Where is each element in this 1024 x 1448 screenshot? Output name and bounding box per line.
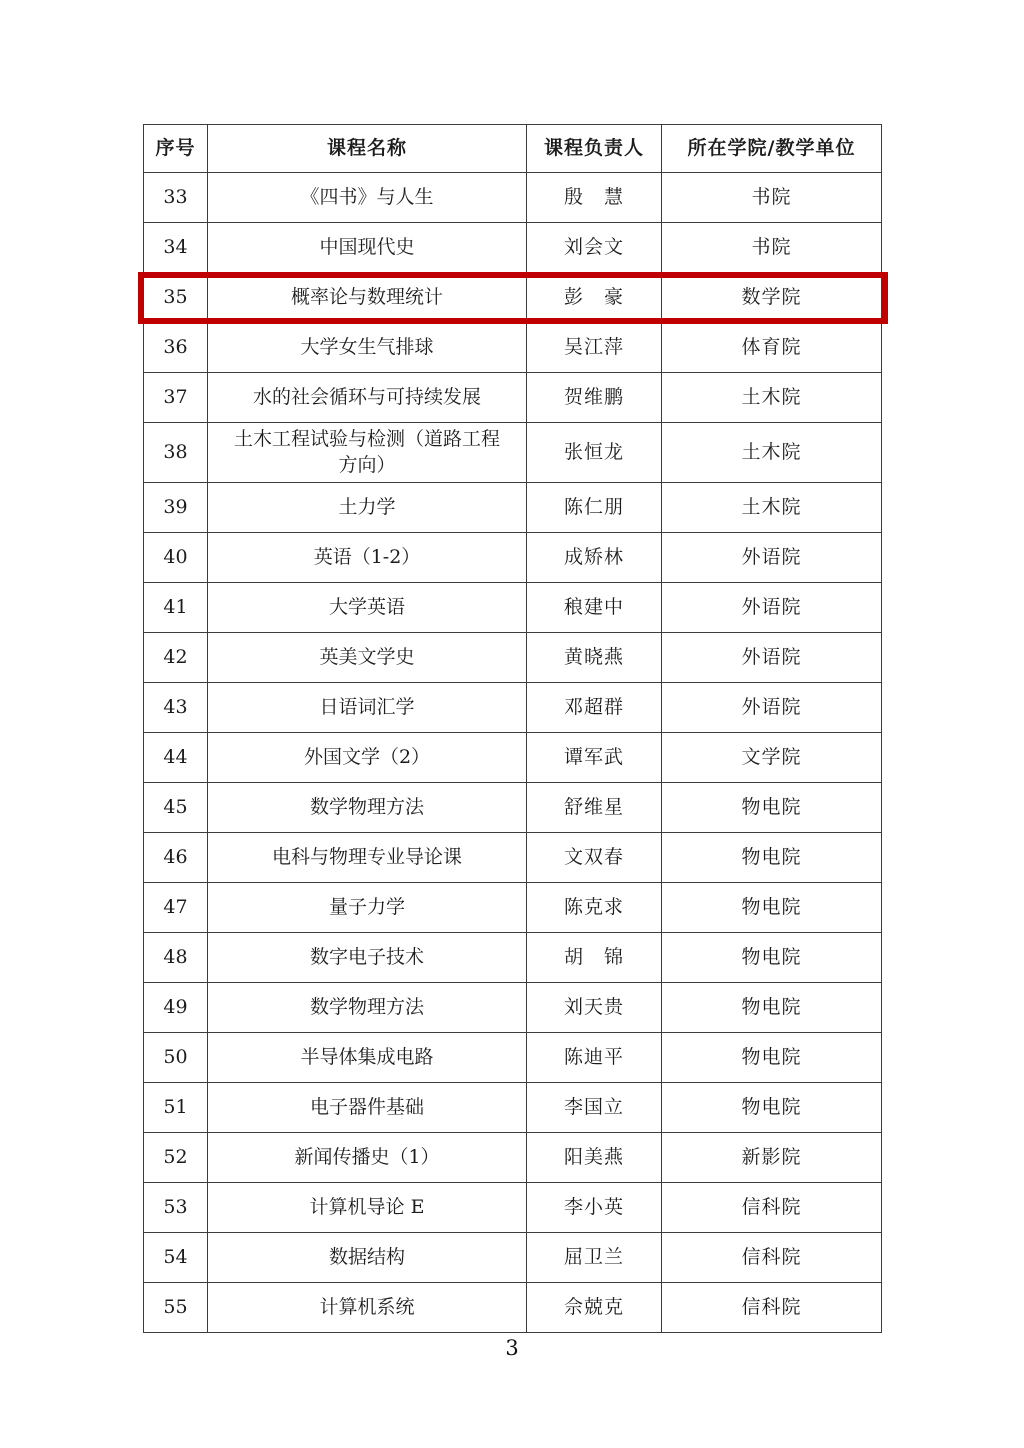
cell-course: 量子力学 — [208, 883, 527, 933]
cell-unit: 外语院 — [662, 533, 882, 583]
cell-unit: 物电院 — [662, 883, 882, 933]
cell-unit: 外语院 — [662, 583, 882, 633]
cell-course: 计算机系统 — [208, 1283, 527, 1333]
cell-unit: 书院 — [662, 223, 882, 273]
table-row — [144, 733, 882, 783]
cell-leader: 邓超群 — [527, 683, 662, 733]
cell-leader: 刘会文 — [527, 223, 662, 273]
table-row — [144, 983, 882, 1033]
cell-leader: 彭 豪 — [527, 273, 662, 323]
cell-course: 《四书》与人生 — [208, 173, 527, 223]
cell-no: 49 — [144, 983, 208, 1033]
cell-no: 55 — [144, 1283, 208, 1333]
cell-no: 50 — [144, 1033, 208, 1083]
table-row — [144, 933, 882, 983]
cell-course: 水的社会循环与可持续发展 — [208, 373, 527, 423]
cell-leader: 阳美燕 — [527, 1133, 662, 1183]
cell-leader: 稂建中 — [527, 583, 662, 633]
cell-unit: 体育院 — [662, 323, 882, 373]
cell-course: 电科与物理专业导论课 — [208, 833, 527, 883]
cell-course: 电子器件基础 — [208, 1083, 527, 1133]
table-row — [144, 1283, 882, 1333]
cell-course: 数字电子技术 — [208, 933, 527, 983]
page-number: 3 — [505, 1336, 519, 1360]
table-row — [144, 633, 882, 683]
cell-leader: 李小英 — [527, 1183, 662, 1233]
table-row — [144, 883, 882, 933]
cell-leader: 谭军武 — [527, 733, 662, 783]
cell-leader: 李国立 — [527, 1083, 662, 1133]
cell-course: 新闻传播史（1） — [208, 1133, 527, 1183]
cell-course: 概率论与数理统计 — [208, 273, 527, 323]
column-header-number: 序号 — [144, 125, 208, 173]
table-row — [144, 1133, 882, 1183]
cell-unit: 新影院 — [662, 1133, 882, 1183]
cell-no: 41 — [144, 583, 208, 633]
table-row — [144, 1083, 882, 1133]
cell-unit: 土木院 — [662, 483, 882, 533]
cell-unit: 物电院 — [662, 933, 882, 983]
cell-no: 43 — [144, 683, 208, 733]
cell-no: 46 — [144, 833, 208, 883]
cell-leader: 殷 慧 — [527, 173, 662, 223]
cell-unit: 信科院 — [662, 1183, 882, 1233]
cell-unit: 物电院 — [662, 783, 882, 833]
cell-course: 中国现代史 — [208, 223, 527, 273]
cell-leader: 吴江萍 — [527, 323, 662, 373]
cell-leader: 陈克求 — [527, 883, 662, 933]
cell-no: 36 — [144, 323, 208, 373]
cell-no: 34 — [144, 223, 208, 273]
cell-no: 38 — [144, 423, 208, 483]
cell-no: 44 — [144, 733, 208, 783]
cell-unit: 数学院 — [662, 273, 882, 323]
cell-course: 英语（1-2） — [208, 533, 527, 583]
cell-unit: 物电院 — [662, 983, 882, 1033]
cell-unit: 土木院 — [662, 373, 882, 423]
cell-leader: 屈卫兰 — [527, 1233, 662, 1283]
cell-unit: 物电院 — [662, 833, 882, 883]
cell-unit: 物电院 — [662, 1083, 882, 1133]
cell-no: 52 — [144, 1133, 208, 1183]
table-row — [144, 783, 882, 833]
cell-no: 42 — [144, 633, 208, 683]
cell-leader: 张恒龙 — [527, 423, 662, 483]
table-row — [144, 223, 882, 273]
cell-unit: 书院 — [662, 173, 882, 223]
table-row — [144, 1233, 882, 1283]
table-row — [144, 833, 882, 883]
cell-leader: 舒维星 — [527, 783, 662, 833]
cell-leader: 胡 锦 — [527, 933, 662, 983]
cell-course: 土力学 — [208, 483, 527, 533]
column-header-college-unit: 所在学院/教学单位 — [662, 125, 882, 173]
table-row — [144, 1183, 882, 1233]
cell-course: 大学英语 — [208, 583, 527, 633]
cell-no: 47 — [144, 883, 208, 933]
table-row — [144, 533, 882, 583]
course-table — [143, 124, 882, 1333]
cell-unit: 外语院 — [662, 633, 882, 683]
cell-unit: 外语院 — [662, 683, 882, 733]
table-row — [144, 583, 882, 633]
cell-unit: 物电院 — [662, 1033, 882, 1083]
cell-no: 51 — [144, 1083, 208, 1133]
cell-leader: 陈迪平 — [527, 1033, 662, 1083]
table-row — [144, 173, 882, 223]
column-header-course-name: 课程名称 — [208, 125, 527, 173]
table-row — [144, 273, 882, 323]
cell-no: 37 — [144, 373, 208, 423]
cell-leader: 陈仁朋 — [527, 483, 662, 533]
cell-leader: 贺维鹏 — [527, 373, 662, 423]
cell-course: 英美文学史 — [208, 633, 527, 683]
cell-no: 39 — [144, 483, 208, 533]
table-header-row — [144, 125, 882, 173]
cell-unit: 信科院 — [662, 1283, 882, 1333]
table-row — [144, 483, 882, 533]
cell-no: 53 — [144, 1183, 208, 1233]
cell-course: 数学物理方法 — [208, 983, 527, 1033]
cell-no: 54 — [144, 1233, 208, 1283]
cell-course: 半导体集成电路 — [208, 1033, 527, 1083]
cell-no: 45 — [144, 783, 208, 833]
cell-no: 48 — [144, 933, 208, 983]
table-row — [144, 683, 882, 733]
cell-no: 33 — [144, 173, 208, 223]
cell-course: 数学物理方法 — [208, 783, 527, 833]
cell-leader: 文双春 — [527, 833, 662, 883]
table-row — [144, 373, 882, 423]
table-body — [144, 173, 882, 1333]
column-header-course-leader: 课程负责人 — [527, 125, 662, 173]
cell-unit: 文学院 — [662, 733, 882, 783]
cell-leader: 佘兢克 — [527, 1283, 662, 1333]
table-row — [144, 1033, 882, 1083]
cell-no: 35 — [144, 273, 208, 323]
cell-course: 计算机导论 E — [208, 1183, 527, 1233]
cell-leader: 黄晓燕 — [527, 633, 662, 683]
cell-course: 土木工程试验与检测（道路工程方向） — [208, 423, 527, 483]
table-row — [144, 423, 882, 483]
cell-unit: 土木院 — [662, 423, 882, 483]
cell-course: 外国文学（2） — [208, 733, 527, 783]
cell-no: 40 — [144, 533, 208, 583]
cell-unit: 信科院 — [662, 1233, 882, 1283]
cell-course: 数据结构 — [208, 1233, 527, 1283]
course-table-container — [143, 124, 881, 1333]
cell-course: 日语词汇学 — [208, 683, 527, 733]
cell-leader: 成矫林 — [527, 533, 662, 583]
table-row — [144, 323, 882, 373]
cell-leader: 刘天贵 — [527, 983, 662, 1033]
cell-course: 大学女生气排球 — [208, 323, 527, 373]
